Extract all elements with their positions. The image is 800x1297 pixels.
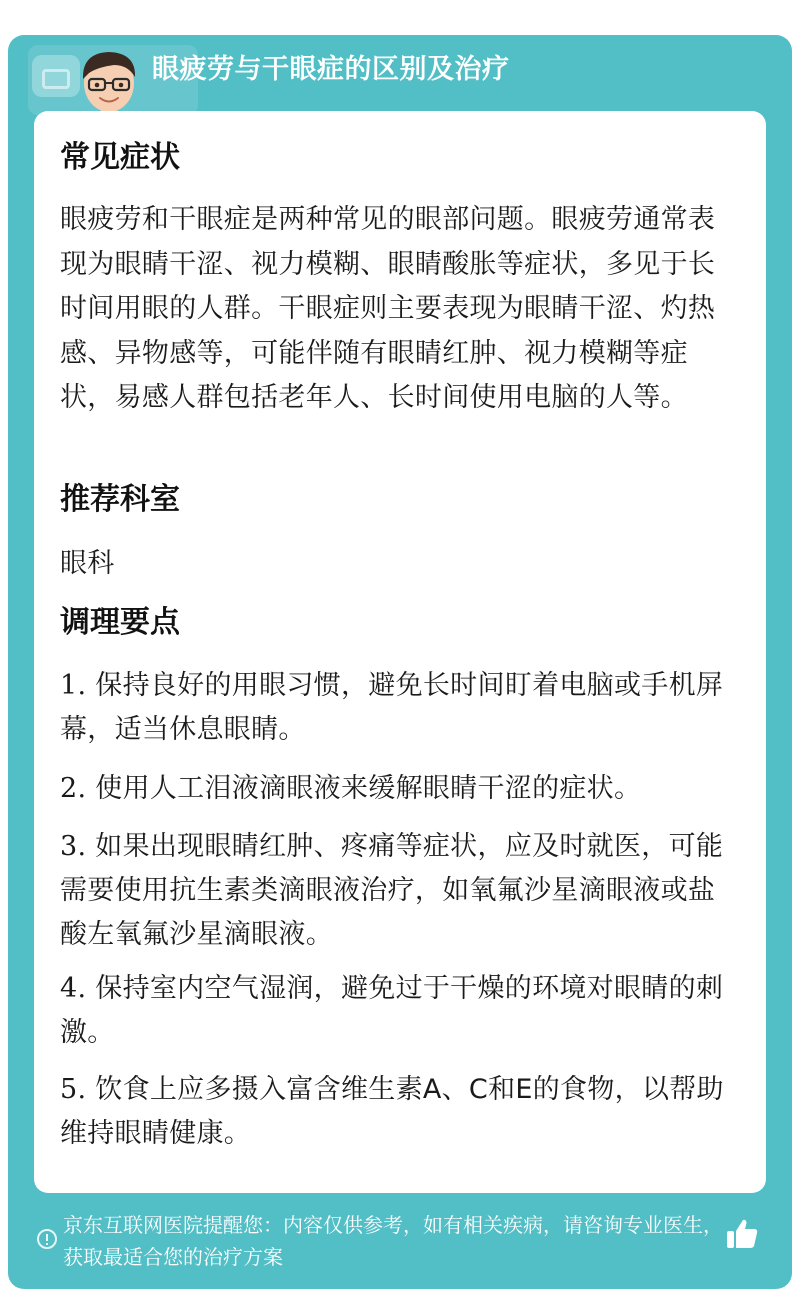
department-text: 眼科 <box>60 548 115 579</box>
care-title: 调理要点 <box>60 605 180 640</box>
care-item: 1. 保持良好的用眼习惯，避免长时间盯着电脑或手机屏幕，适当休息眼睛。 <box>60 670 724 745</box>
thumbs-up-icon[interactable] <box>724 1216 760 1252</box>
footer-disclaimer: 京东互联网医院提醒您：内容仅供参考，如有相关疾病，请咨询专业医生，获取最适合您的治疗方案 <box>63 1213 723 1269</box>
care-item: 2. 使用人工泪液滴眼液来缓解眼睛干涩的症状。 <box>60 773 642 804</box>
page-title: 眼疲劳与干眼症的区别及治疗 <box>152 54 510 85</box>
care-item: 5. 饮食上应多摄入富含维生素A、C和E的食物，以帮助维持眼睛健康。 <box>60 1074 724 1149</box>
article-card <box>8 35 792 1289</box>
department-title: 推荐科室 <box>60 482 180 517</box>
symptoms-title: 常见症状 <box>60 140 180 175</box>
symptoms-text: 眼疲劳和干眼症是两种常见的眼部问题。眼疲劳通常表现为眼睛干涩、视力模糊、眼睛酸胀等症状，多见于长时间用眼的人群。干眼症则主要表现为眼睛干涩、灼热感、异物感等，可能伴随有眼睛红肿、视力模糊等症状，易感人群包括老年人、长时间使用电脑的人等。 <box>60 204 716 413</box>
care-item: 4. 保持室内空气湿润，避免过于干燥的环境对眼睛的刺激。 <box>60 973 724 1048</box>
content-panel <box>34 111 766 1193</box>
info-circle-icon <box>37 1229 57 1249</box>
care-item: 3. 如果出现眼睛红肿、疼痛等症状，应及时就医，可能需要使用抗生素类滴眼液治疗，如氧氟沙星滴眼液或盐酸左氧氟沙星滴眼液。 <box>60 831 724 950</box>
